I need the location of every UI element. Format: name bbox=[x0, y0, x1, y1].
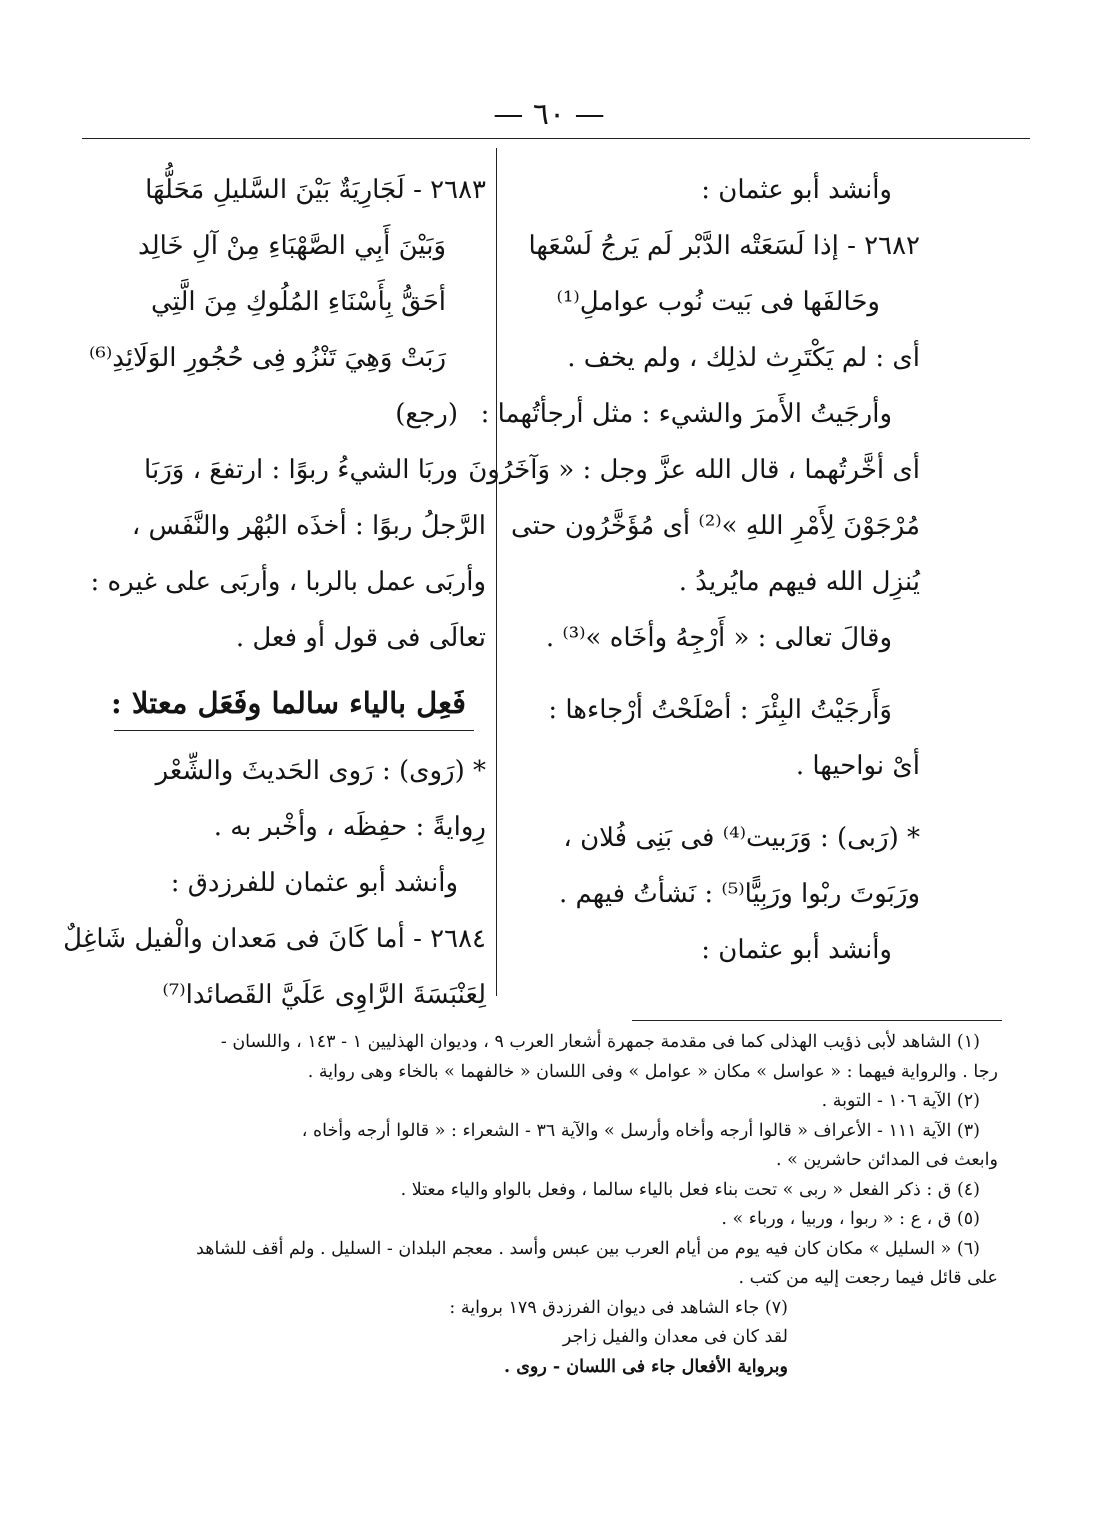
footnote-line: لقد كان فى معدان والفيل زاجر bbox=[562, 1327, 788, 1347]
footnote-line: (٧) جاء الشاهد فى ديوان الفرزدق ١٧٩ برواية : bbox=[449, 1297, 788, 1318]
entry-head-line: * (رَوى) : رَوى الحَديثَ والشِّعْر bbox=[155, 756, 486, 786]
footnote-line: وبرواية الأفعال جاء فى اللسان - روى . bbox=[504, 1356, 788, 1377]
spacer bbox=[518, 666, 920, 682]
text-line: أى : لم يَكْتَرِث لذلِك ، ولم يخف . bbox=[567, 343, 920, 373]
left-column bbox=[63, 162, 486, 1023]
text-line: رِوايةً : حفِظَه ، وأخْبر به . bbox=[213, 812, 486, 842]
footnote-line: (٤) ق : ذكر الفعل « ربى » تحت بناء فعل بالياء سالما ، وفعل بالواو والياء معتلا . bbox=[400, 1179, 980, 1200]
footnotes bbox=[110, 1028, 998, 1382]
verse-line: رَبَتْ وَهِيَ تَنْزُو فِى حُجُورِ الوَلَائِدِ⁽⁶⁾ bbox=[88, 343, 446, 373]
spacer bbox=[518, 794, 920, 810]
text-line: وَأَرجَيْتُ البِئْرَ : أصْلَحْتُ أرْجاءها : bbox=[548, 695, 892, 725]
text-line: وأنشد أبو عثمان : bbox=[701, 175, 892, 205]
entry-head-line: * (رَبى) : وَرَبيت⁽⁴⁾ فى بَنِى فُلان ، bbox=[563, 823, 920, 853]
footnote-line: (٣) الآية ١١١ - الأعراف « قالوا أرجه وأخاه وأرسل » والآية ٣٦ - الشعراء : « قالوا أرجه وأخاه ، bbox=[301, 1120, 980, 1141]
text-line: وأنشد أبو عثمان للفرزدق : bbox=[170, 868, 458, 898]
footnote-line: رجا . والرواية فيهما : « عواسل » مكان « عوامل » وفى اللسان « خالفهما » بالخاء وهى رواية . bbox=[307, 1061, 998, 1082]
text-line: مُرْجَوْنَ لِأَمْرِ اللهِ »⁽²⁾ أى مُؤَخَّرُون حتى bbox=[511, 511, 920, 541]
footnote-line: وابعث فى المدائن حاشرين » . bbox=[775, 1150, 998, 1170]
text-line: وأربَى عمل بالربا ، وأربَى على غيره : bbox=[90, 567, 486, 597]
footnote-line: (٦) « السليل » مكان كان فيه يوم من أيام العرب بين عبس وأسد . معجم البلدان - السليل . ولم أقف للشاهد bbox=[196, 1238, 980, 1259]
column-divider bbox=[496, 148, 497, 996]
footnote-line: (٢) الآية ١٠٦ - التوبة . bbox=[821, 1091, 980, 1111]
verse-line: ٢٦٨٢ - إذا لَسَعَتْه الدَّبْر لَم يَرجُ لَسْعَها bbox=[528, 231, 920, 261]
verse-line: أحَقُّ بِأَسْنَاءِ المُلُوكِ مِنَ الَّتِي bbox=[150, 287, 446, 317]
section-heading-rule bbox=[114, 730, 474, 731]
verse-line: ٢٦٨٣ - لَجَارِيَةٌ بَيْنَ السَّليلِ مَحَلُّهَا bbox=[145, 175, 486, 205]
text-line: يُنزِل الله فيهم مايُريدُ . bbox=[678, 567, 920, 597]
footnote-line: على قائل فيما رجعت إليه من كتب . bbox=[738, 1268, 998, 1288]
footnote-line: (١) الشاهد لأبى ذؤيب الهذلى كما فى مقدمة جمهرة أشعار العرب ٩ ، وديوان الهذليين ١ - ١٤٣ ، واللسان - bbox=[220, 1032, 980, 1052]
rajaa-marker: (رجع) bbox=[395, 399, 458, 429]
footnote-rule bbox=[632, 1020, 1002, 1021]
text-line: أى أخَّرتُهما ، قال الله عزَّ وجل : « وَآخَرُونَ bbox=[468, 455, 920, 485]
text-line: وأنشد أبو عثمان : bbox=[701, 935, 892, 965]
text-line: تعالَى فى قول أو فعل . bbox=[235, 623, 486, 653]
verse-line: ٢٦٨٤ - أما كَانَ فى مَعدان والْفيل شَاغِلٌ bbox=[63, 924, 486, 954]
header-rule bbox=[82, 138, 1030, 139]
right-column bbox=[468, 162, 920, 978]
text-line: وقالَ تعالى : « أَرْجِهُ وأخَاه »⁽³⁾ . bbox=[545, 623, 892, 653]
text-line: أىْ نواحيها . bbox=[795, 751, 920, 781]
verse-line: لِعَنْبَسَةَ الرَّاوِى عَلَيَّ القَصائدا⁽⁷⁾ bbox=[162, 980, 486, 1010]
text-line: وأرجَيتُ الأَمرَ والشيء : مثل أرجأتُهما : bbox=[480, 399, 892, 429]
section-heading: فَعِل بالياء سالما وفَعَل معتلا : bbox=[111, 686, 466, 720]
verse-line: وحَالفَها فى بَيت نُوب عواملِ⁽¹⁾ bbox=[556, 287, 880, 317]
verse-line: وَبَيْنَ أَبِي الصَّهْبَاءِ مِنْ آلِ خَالِد bbox=[138, 231, 446, 261]
text-line: وربَا الشيءُ ربوًا : ارتفعَ ، وَرَبَا bbox=[144, 455, 458, 485]
page-number: — ٦٠ — bbox=[493, 97, 605, 132]
footnote-line: (٥) ق ، ع : « ربوا ، وربيا ، ورباء » . bbox=[721, 1209, 980, 1229]
text-line: الرَّجلُ ربوًا : أخذَه البُهْر والنَّفَس ، bbox=[131, 511, 486, 541]
text-line: ورَبَوتَ ربْوا ورَبِيًّا⁽⁵⁾ : نَشأتُ فيهم . bbox=[558, 879, 920, 909]
